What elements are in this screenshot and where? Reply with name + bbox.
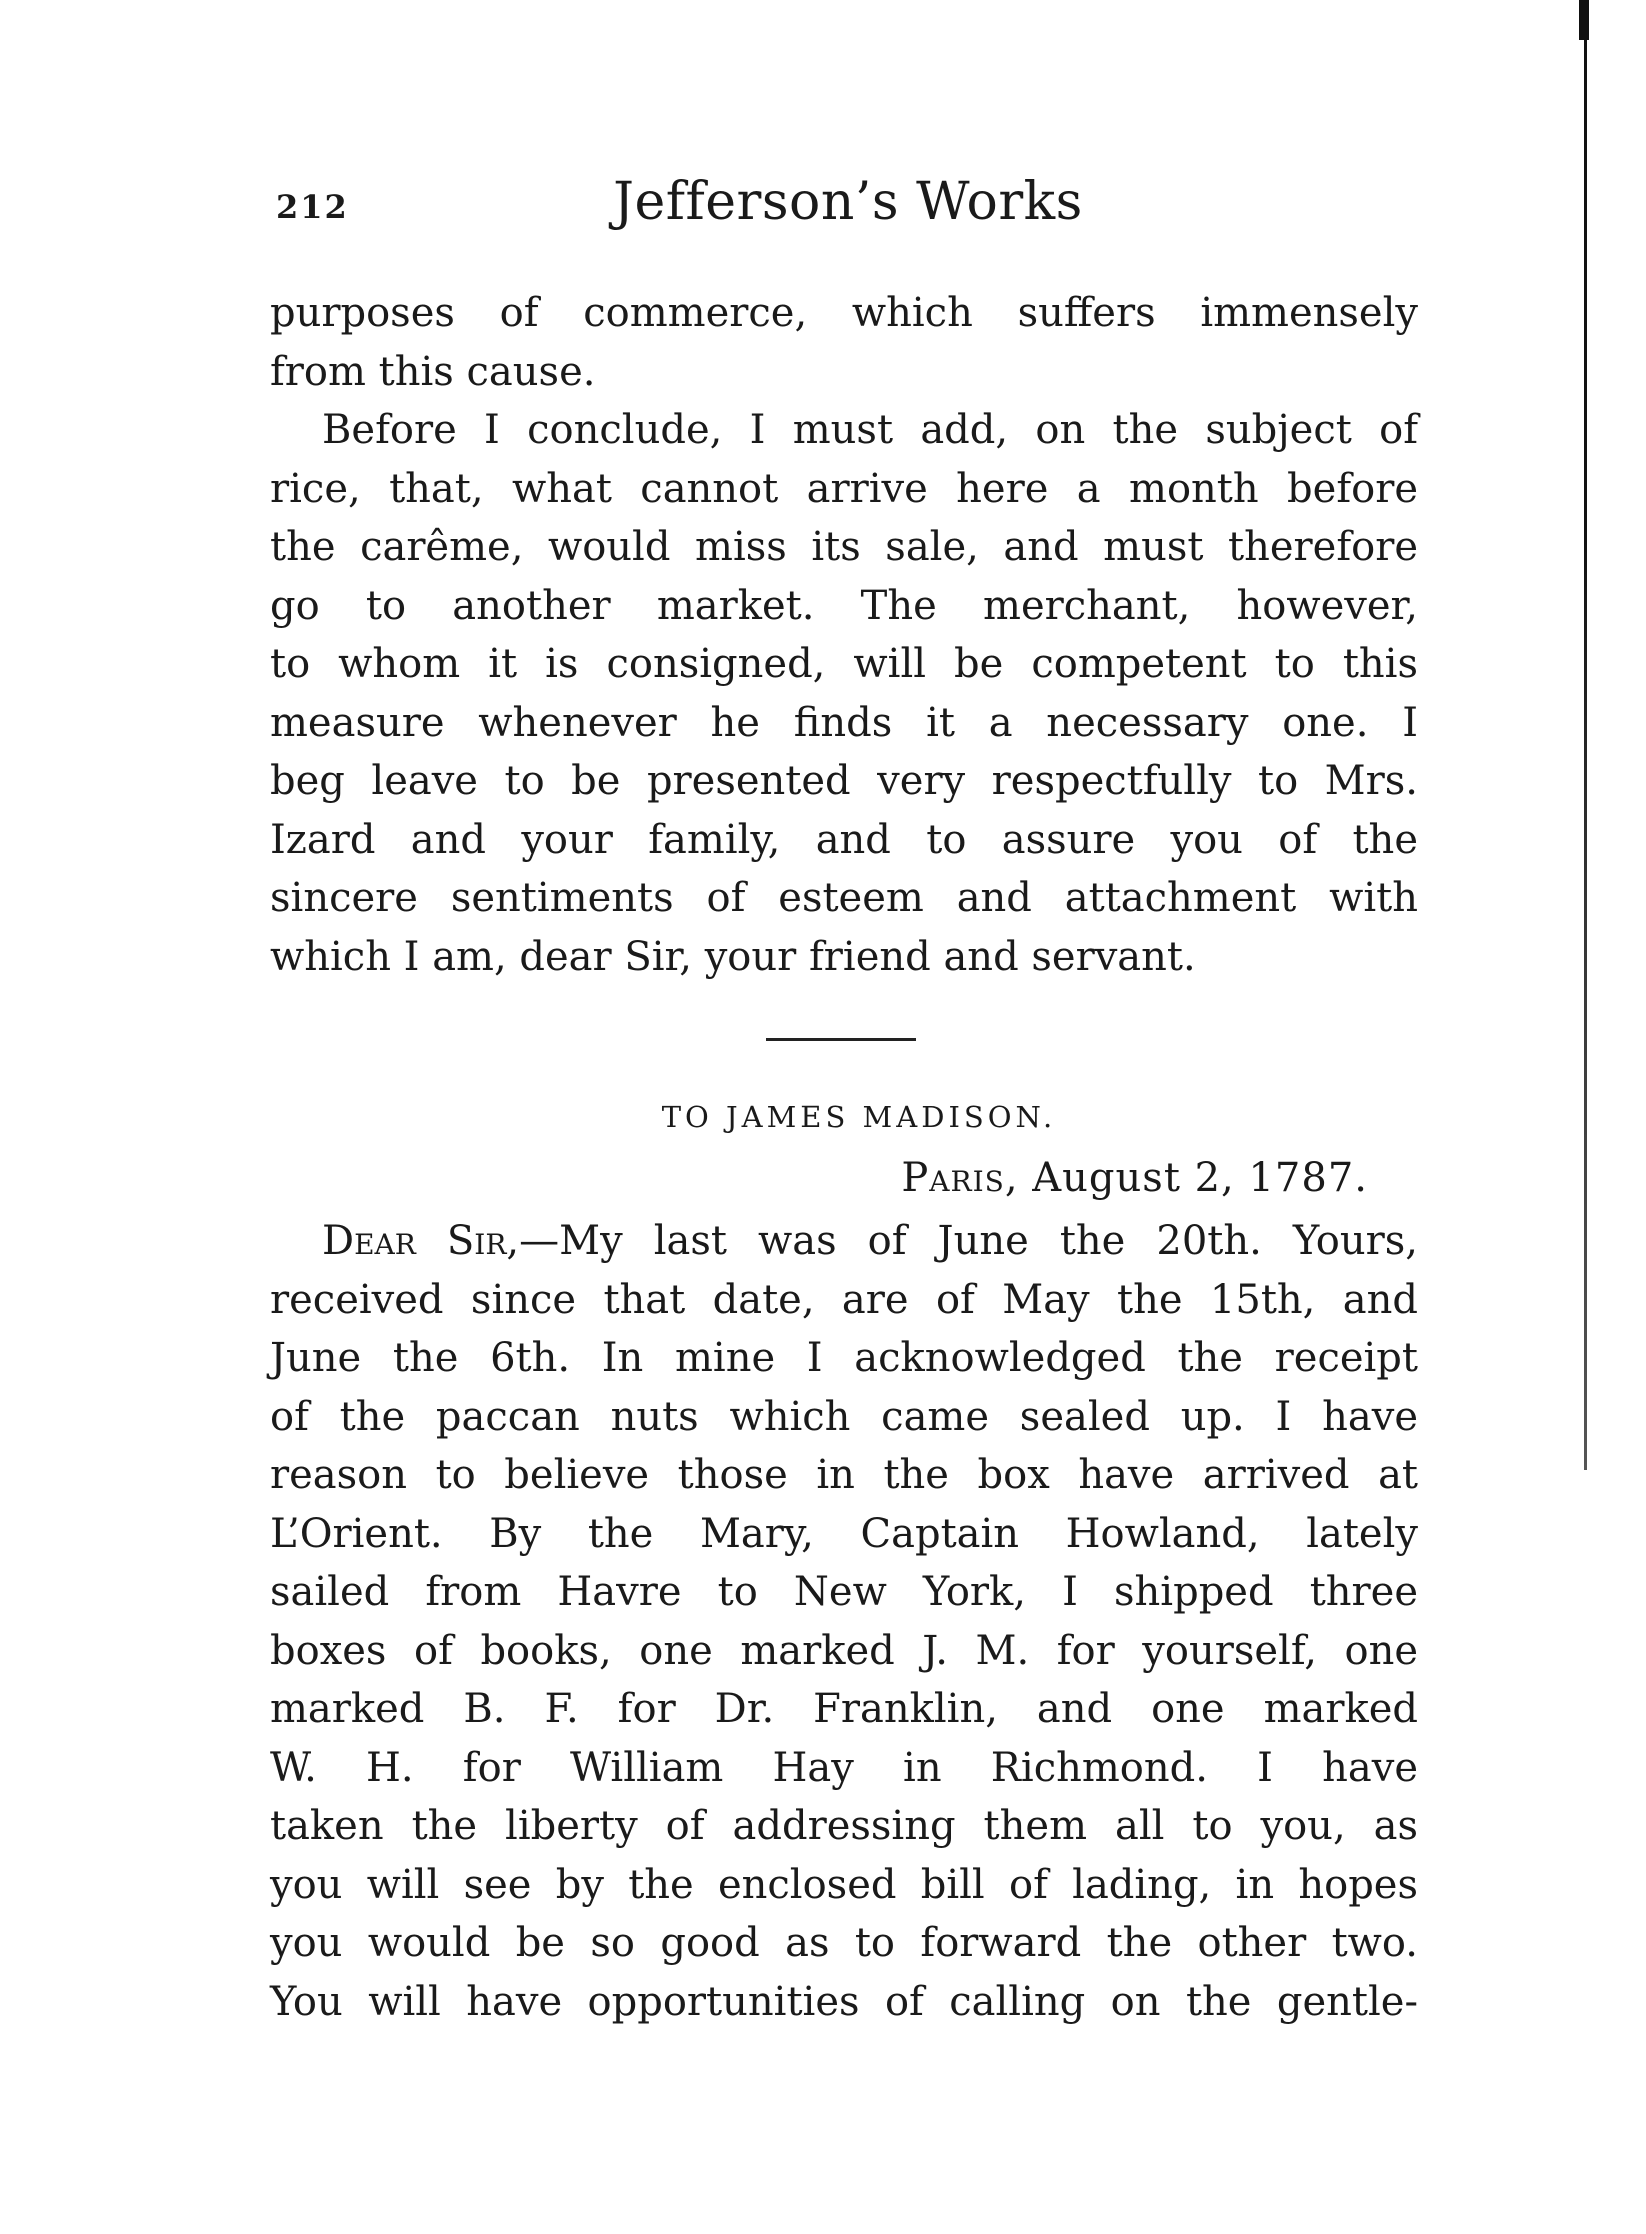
- text-line: W. H. for William Hay in Richmond. I have: [270, 1744, 1418, 1791]
- text-line: marked B. F. for Dr. Franklin, and one marked: [270, 1686, 1418, 1732]
- page-number: 212: [276, 188, 349, 226]
- letter-body: [270, 1212, 1418, 2031]
- dateline-place: Paris: [901, 1155, 1005, 1201]
- text-line: of the paccan nuts which came sealed up. I have: [270, 1393, 1418, 1440]
- text-line: Izard and your family, and to assure you of the: [270, 816, 1418, 863]
- text-line: taken the liberty of addressing them all to you, as: [270, 1803, 1418, 1849]
- text-line: received since that date, are of May the 15th, and: [270, 1276, 1418, 1323]
- text-line: June the 6th. In mine I acknowledged the receipt: [270, 1335, 1418, 1381]
- dateline-date: , August 2, 1787.: [1004, 1155, 1368, 1201]
- text-line: measure whenever he finds it a necessary one. I: [270, 699, 1418, 746]
- text-line: L’Orient. By the Mary, Captain Howland, lately: [270, 1510, 1418, 1557]
- section-divider: [766, 1038, 916, 1041]
- text-line: from this cause.: [270, 348, 596, 395]
- text-line: purposes of commerce, which suffers immensely: [270, 290, 1418, 336]
- text-line: You will have opportunities of calling on the gentle-: [270, 1978, 1418, 2025]
- text-line: the carême, would miss its sale, and must therefore: [270, 524, 1418, 570]
- text-line: [270, 1212, 1418, 1271]
- letter-heading: TO JAMES MADISON.: [661, 1100, 1057, 1134]
- page-edge-line: [1584, 20, 1587, 1470]
- continuation-text: [270, 284, 1418, 986]
- text-line-rest: —My last was of June the 20th. Yours,: [519, 1218, 1418, 1264]
- text-line: Before I conclude, I must add, on the subject of: [322, 407, 1418, 453]
- text-line: reason to believe those in the box have arrived at: [270, 1452, 1418, 1498]
- text-line: rice, that, what cannot arrive here a month before: [270, 465, 1418, 512]
- text-line: sincere sentiments of esteem and attachment with: [270, 875, 1418, 921]
- running-header: [276, 172, 1420, 242]
- text-line: which I am, dear Sir, your friend and servant.: [270, 933, 1196, 980]
- text-line: sailed from Havre to New York, I shipped three: [270, 1569, 1418, 1615]
- text-line: boxes of books, one marked J. M. for yourself, one: [270, 1627, 1418, 1674]
- letter-dateline: [270, 1155, 1418, 1201]
- text-line: you will see by the enclosed bill of lading, in hopes: [270, 1861, 1418, 1908]
- text-line: to whom it is consigned, will be competent to this: [270, 641, 1418, 687]
- salutation: Dear Sir,: [322, 1218, 520, 1264]
- text-line: go to another market. The merchant, however,: [270, 582, 1418, 629]
- running-title: Jefferson’s Works: [613, 172, 1083, 232]
- text-line: you would be so good as to forward the other two.: [270, 1920, 1418, 1966]
- text-line: beg leave to be presented very respectfully to Mrs.: [270, 758, 1418, 804]
